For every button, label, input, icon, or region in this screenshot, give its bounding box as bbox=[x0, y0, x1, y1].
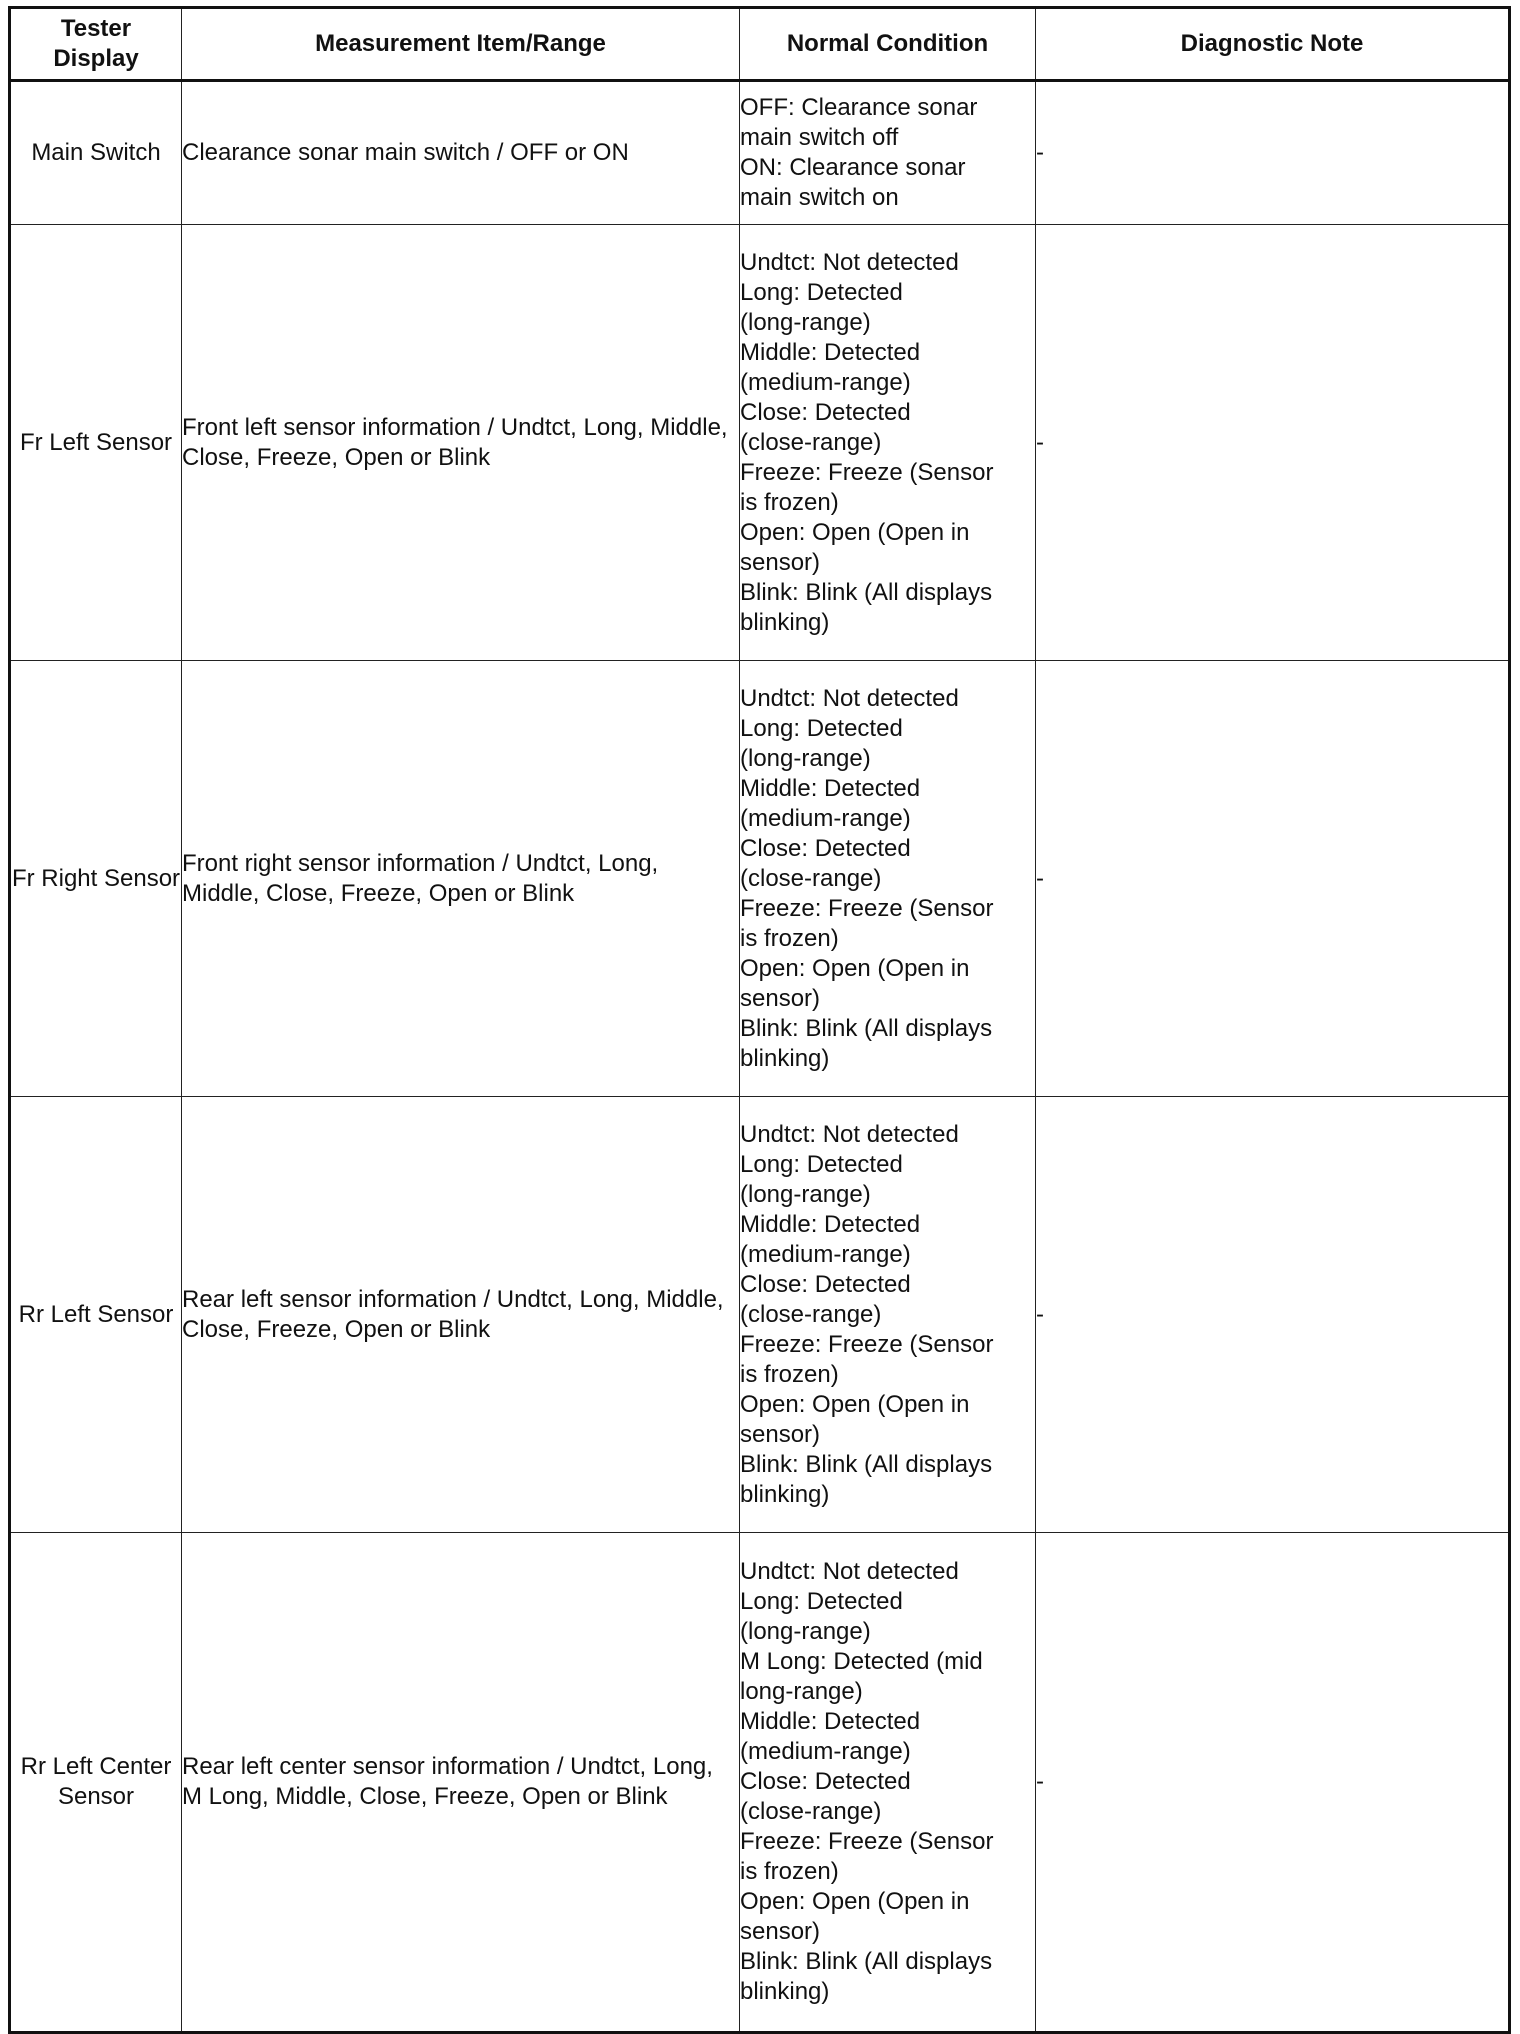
table-body bbox=[10, 81, 1510, 2033]
normal-condition-line: blinking) bbox=[740, 1044, 830, 1072]
header-normal-condition: Normal Condition bbox=[740, 8, 1036, 81]
normal-condition-line: Freeze: Freeze (Sensor bbox=[740, 894, 994, 922]
normal-condition-line: Close: Detected bbox=[740, 1270, 911, 1298]
normal-condition-line: OFF: Clearance sonar bbox=[740, 94, 978, 121]
cell-normal-condition bbox=[740, 81, 1036, 225]
normal-condition-line: Undtct: Not detected bbox=[740, 248, 959, 276]
normal-condition-line: Blink: Blink (All displays bbox=[740, 1450, 993, 1478]
normal-condition-line: Blink: Blink (All displays bbox=[740, 1948, 993, 1975]
cell-tester-display: Main Switch bbox=[10, 81, 182, 225]
cell-measurement: Front right sensor information / Undtct, Long, Middle, Close, Freeze, Open or Blink bbox=[182, 661, 740, 1097]
normal-condition-line: sensor) bbox=[740, 1420, 821, 1448]
cell-tester-display: Rr Left Sensor bbox=[10, 1097, 182, 1533]
normal-condition-line: Freeze: Freeze (Sensor bbox=[740, 458, 994, 486]
table-header-row bbox=[10, 8, 1510, 81]
normal-condition-line: (close-range) bbox=[740, 1798, 882, 1825]
cell-diagnostic-note: - bbox=[1036, 661, 1510, 1097]
header-tester-display-line1: Tester bbox=[60, 15, 132, 42]
normal-condition-line: sensor) bbox=[740, 1918, 821, 1945]
data-list-table bbox=[8, 6, 1511, 2034]
normal-condition-line: Middle: Detected bbox=[740, 774, 921, 802]
normal-condition-line: long-range) bbox=[740, 1678, 863, 1705]
normal-condition-line: M Long: Detected (mid bbox=[740, 1648, 983, 1675]
normal-condition-line: (long-range) bbox=[740, 1180, 871, 1208]
normal-condition-line: (close-range) bbox=[740, 864, 882, 892]
normal-condition-line: is frozen) bbox=[740, 924, 839, 952]
normal-condition-line: Freeze: Freeze (Sensor bbox=[740, 1828, 994, 1855]
normal-condition-line: Middle: Detected bbox=[740, 1210, 921, 1238]
normal-condition-line: (close-range) bbox=[740, 1300, 882, 1328]
normal-condition-line: (medium-range) bbox=[740, 368, 911, 396]
header-tester-display bbox=[10, 8, 182, 81]
cell-diagnostic-note: - bbox=[1036, 1097, 1510, 1533]
cell-diagnostic-note: - bbox=[1036, 1533, 1510, 2033]
table-row bbox=[10, 81, 1510, 225]
normal-condition-line: main switch off bbox=[740, 124, 899, 151]
normal-condition-line: Close: Detected bbox=[740, 1768, 911, 1795]
normal-condition-line: (long-range) bbox=[740, 308, 871, 336]
table-row bbox=[10, 1533, 1510, 2033]
cell-measurement: Rear left center sensor information / Undtct, Long, M Long, Middle, Close, Freeze, Open or Blink bbox=[182, 1533, 740, 2033]
normal-condition-line: ON: Clearance sonar bbox=[740, 154, 966, 181]
normal-condition-line: Undtct: Not detected bbox=[740, 1558, 959, 1585]
normal-condition-line: is frozen) bbox=[740, 1360, 839, 1388]
cell-normal-condition bbox=[740, 1097, 1036, 1533]
normal-condition-line: blinking) bbox=[740, 1978, 830, 2005]
normal-condition-line: Middle: Detected bbox=[740, 1708, 921, 1735]
normal-condition-line: Blink: Blink (All displays bbox=[740, 1014, 993, 1042]
normal-condition-line: Close: Detected bbox=[740, 834, 911, 862]
cell-normal-condition bbox=[740, 225, 1036, 661]
table-row bbox=[10, 225, 1510, 661]
normal-condition-line: sensor) bbox=[740, 548, 821, 576]
normal-condition-line: Long: Detected bbox=[740, 278, 903, 306]
table-row bbox=[10, 661, 1510, 1097]
normal-condition-line: (medium-range) bbox=[740, 1738, 911, 1765]
normal-condition-line: Blink: Blink (All displays bbox=[740, 578, 993, 606]
cell-measurement: Clearance sonar main switch / OFF or ON bbox=[182, 81, 740, 225]
normal-condition-line: (long-range) bbox=[740, 1618, 871, 1645]
normal-condition-line: blinking) bbox=[740, 1480, 830, 1508]
normal-condition-line: Long: Detected bbox=[740, 1588, 903, 1615]
normal-condition-line: Close: Detected bbox=[740, 398, 911, 426]
normal-condition-line: Undtct: Not detected bbox=[740, 684, 959, 712]
normal-condition-line: (long-range) bbox=[740, 744, 871, 772]
table-row bbox=[10, 1097, 1510, 1533]
normal-condition-line: blinking) bbox=[740, 608, 830, 636]
normal-condition-line: Middle: Detected bbox=[740, 338, 921, 366]
cell-diagnostic-note: - bbox=[1036, 81, 1510, 225]
normal-condition-line: Open: Open (Open in bbox=[740, 518, 970, 546]
normal-condition-line: is frozen) bbox=[740, 1858, 839, 1885]
cell-tester-display: Rr Left Center Sensor bbox=[10, 1533, 182, 2033]
cell-diagnostic-note: - bbox=[1036, 225, 1510, 661]
normal-condition-line: Freeze: Freeze (Sensor bbox=[740, 1330, 994, 1358]
normal-condition-line: Open: Open (Open in bbox=[740, 1888, 970, 1915]
normal-condition-line: is frozen) bbox=[740, 488, 839, 516]
normal-condition-line: sensor) bbox=[740, 984, 821, 1012]
normal-condition-line: (medium-range) bbox=[740, 1240, 911, 1268]
normal-condition-line: Undtct: Not detected bbox=[740, 1120, 959, 1148]
cell-normal-condition bbox=[740, 1533, 1036, 2033]
header-measurement: Measurement Item/Range bbox=[182, 8, 740, 81]
cell-tester-display: Fr Right Sensor bbox=[10, 661, 182, 1097]
cell-measurement: Front left sensor information / Undtct, Long, Middle, Close, Freeze, Open or Blink bbox=[182, 225, 740, 661]
header-diagnostic-note: Diagnostic Note bbox=[1036, 8, 1510, 81]
normal-condition-line: Long: Detected bbox=[740, 1150, 903, 1178]
normal-condition-line: Long: Detected bbox=[740, 714, 903, 742]
normal-condition-line: Open: Open (Open in bbox=[740, 1390, 970, 1418]
header-tester-display-line2: Display bbox=[53, 45, 139, 72]
normal-condition-line: Open: Open (Open in bbox=[740, 954, 970, 982]
normal-condition-line: main switch on bbox=[740, 184, 899, 211]
normal-condition-line: (close-range) bbox=[740, 428, 882, 456]
normal-condition-line: (medium-range) bbox=[740, 804, 911, 832]
cell-measurement: Rear left sensor information / Undtct, Long, Middle, Close, Freeze, Open or Blink bbox=[182, 1097, 740, 1533]
cell-normal-condition bbox=[740, 661, 1036, 1097]
cell-tester-display: Fr Left Sensor bbox=[10, 225, 182, 661]
diagnostic-table-container bbox=[8, 6, 1508, 2034]
